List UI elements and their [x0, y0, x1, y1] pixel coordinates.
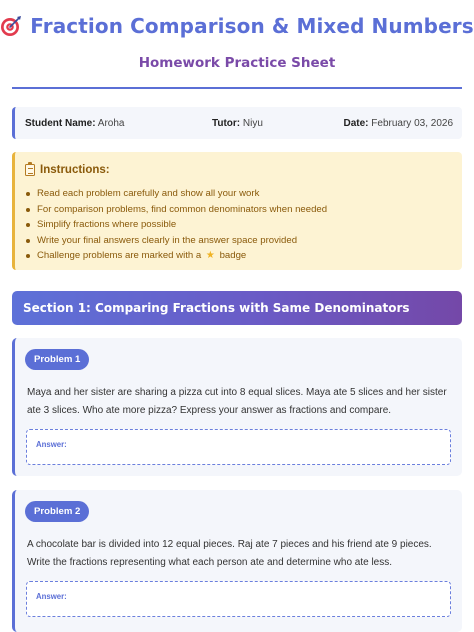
problem-card — [12, 490, 462, 632]
clipboard-icon — [25, 164, 35, 176]
instruction-text: Simplify fractions where possible — [37, 219, 177, 231]
date-value: February 03, 2026 — [371, 118, 453, 129]
problem-badge: Problem 1 — [25, 349, 89, 370]
problem-text: Maya and her sister are sharing a pizza cut into 8 equal slices. Maya ate 5 slices and her sister ate 3 slices. Who ate more pizza? Express your answer as fractions and compare. — [27, 387, 447, 416]
instruction-text: Write your final answers clearly in the answer space provided — [37, 234, 298, 246]
instruction-text: Read each problem carefully and show all your work — [37, 188, 260, 199]
instruction-item — [25, 217, 452, 233]
instructions-box — [12, 152, 462, 270]
tutor-label: Tutor: — [212, 118, 241, 129]
date-label: Date: — [343, 118, 369, 129]
instructions-list — [25, 186, 452, 264]
answer-box[interactable] — [26, 429, 451, 465]
bullet-icon — [26, 192, 30, 196]
problem-card — [12, 338, 462, 476]
bullet-icon — [26, 208, 30, 212]
student-name-value: Aroha — [97, 118, 125, 129]
instructions-title: Instructions: — [40, 164, 110, 176]
tutor-field — [212, 118, 263, 129]
student-name-label: Student Name: — [25, 118, 96, 129]
title-row — [0, 14, 474, 38]
instructions-heading — [25, 162, 452, 178]
instruction-item — [25, 233, 452, 249]
answer-label: Answer: — [36, 440, 67, 449]
page-title: Fraction Comparison & Mixed Numbers — [30, 14, 474, 38]
star-icon: ★ — [205, 250, 215, 262]
tutor-value: Niyu — [242, 118, 263, 129]
header-divider — [12, 87, 462, 89]
answer-box[interactable] — [26, 581, 451, 617]
instruction-text: Challenge problems are marked with a — [37, 250, 202, 262]
problem-text: A chocolate bar is divided into 12 equal pieces. Raj ate 7 pieces and his friend ate 9 pieces. Write the fractions representing what each person ate and determine who ate less. — [27, 539, 432, 568]
instruction-item — [25, 202, 452, 218]
instruction-item — [25, 186, 452, 202]
instruction-item — [25, 248, 452, 264]
answer-label: Answer: — [36, 592, 67, 601]
instruction-text: For comparison problems, find common denominators when needed — [37, 203, 328, 215]
section-header — [12, 291, 462, 325]
date-field — [343, 118, 453, 129]
student-info-bar — [12, 107, 462, 139]
bullet-icon — [26, 254, 30, 258]
instruction-text-suffix: badge — [219, 250, 247, 262]
target-dart-icon — [0, 15, 22, 37]
bullet-icon — [26, 239, 30, 243]
page-subtitle: Homework Practice Sheet — [138, 55, 336, 71]
section-title: Section 1: Comparing Fractions with Same Denominators — [23, 301, 410, 315]
bullet-icon — [26, 223, 30, 227]
student-name-field — [25, 118, 124, 129]
problem-badge: Problem 2 — [25, 501, 89, 522]
